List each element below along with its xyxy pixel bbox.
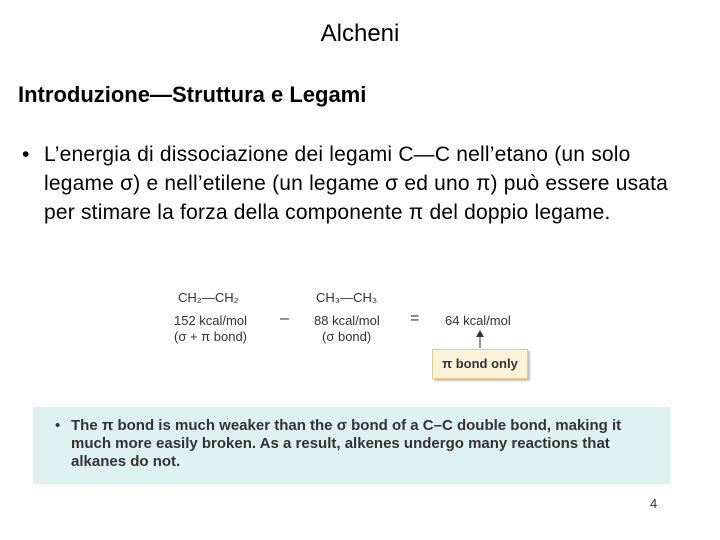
bullet-point: [22, 140, 702, 227]
note-text: The π bond is much weaker than the σ bond of a C–C double bond, making it much more easily broken. As a result, alkenes undergo many reactions that alkanes do not.: [71, 417, 622, 470]
ethylene-bond-type: (σ + π bond): [174, 329, 247, 344]
pi-bond-callout: π bond only: [432, 349, 528, 379]
ethane-energy: 88 kcal/mol: [314, 313, 380, 328]
ethylene-formula: CH₂—CH₂: [178, 290, 239, 305]
minus-sign: –: [280, 310, 289, 327]
note-box: [33, 407, 670, 484]
bullet-text: L’energia di dissociazione dei legami C—C nell’etano (un solo legame σ) e nell’etilene (un legame σ ed uno π) può essere usata per stimare la forza della componente π del doppio legame.: [44, 143, 669, 224]
slide-title: Alcheni: [320, 20, 400, 47]
equals-sign: =: [410, 310, 420, 327]
ethylene-energy: 152 kcal/mol: [174, 313, 247, 328]
page-number: 4: [650, 496, 658, 511]
ethane-bond-type: (σ bond): [322, 329, 372, 344]
slide-subtitle: Introduzione—Struttura e Legami: [18, 82, 367, 107]
ethane-formula: CH₃—CH₃: [316, 290, 378, 305]
note-marker: •: [55, 417, 61, 434]
bullet-marker: •: [22, 143, 30, 166]
pi-bond-energy: 64 kcal/mol: [445, 313, 511, 328]
